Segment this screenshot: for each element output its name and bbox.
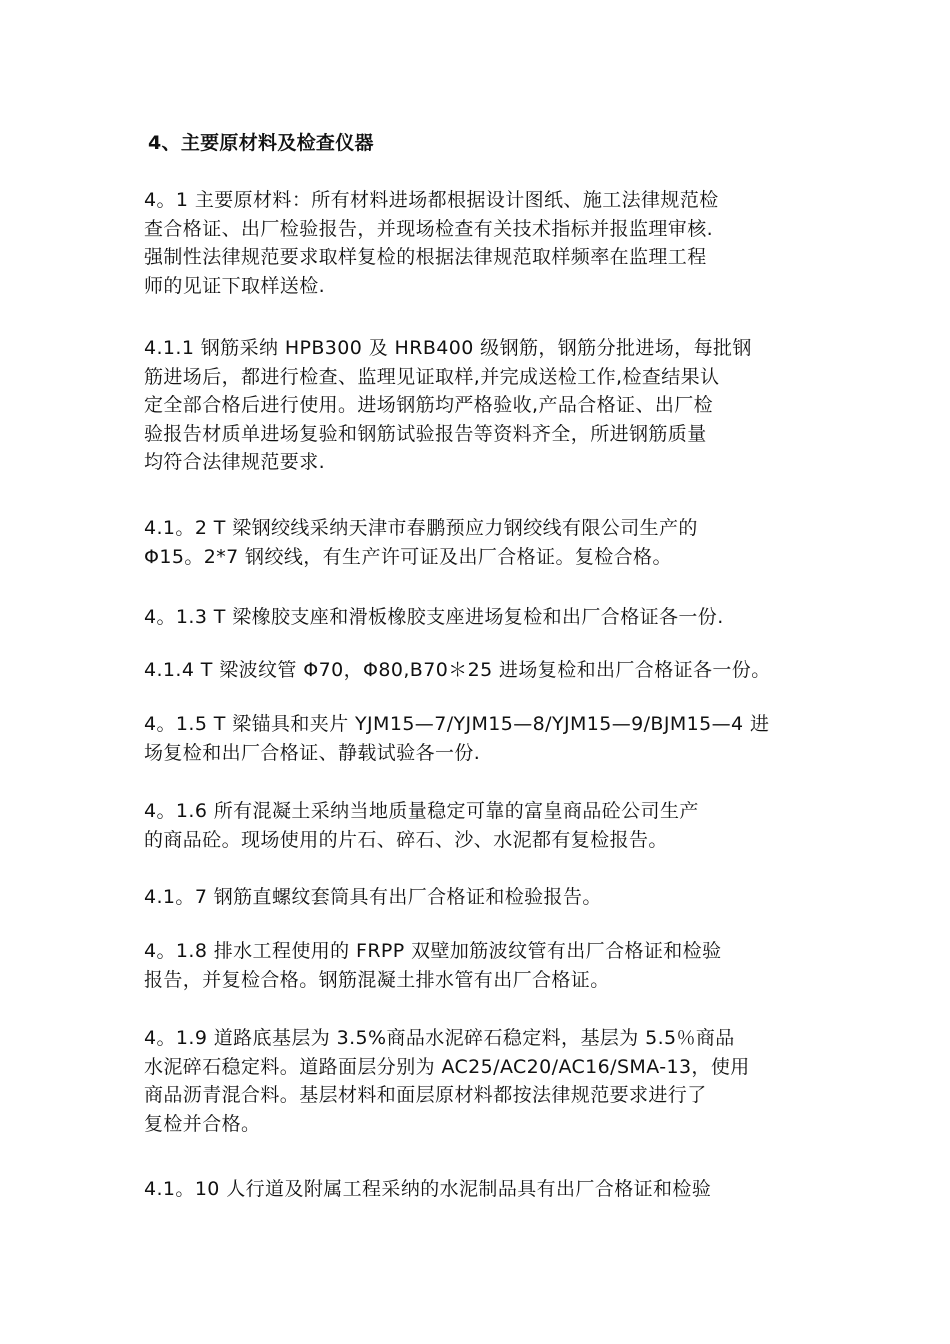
text-line: 4。1.5 T 梁锚具和夹片 YJM15—7/YJM15—8/YJM15—9/BJM15—4 进 xyxy=(144,713,770,735)
paragraph-4-1-2 xyxy=(144,514,810,571)
paragraph-4-1-4 xyxy=(144,656,810,685)
text-line: 筋进场后，都进行检查、监理见证取样,并完成送检工作,检查结果认 xyxy=(144,365,720,388)
paragraph-4-1-3 xyxy=(144,603,810,632)
text-line: 均符合法律规范要求. xyxy=(144,451,326,474)
text-line: 复检并合格。 xyxy=(144,1112,261,1135)
text-line: 4.1。10 人行道及附属工程采纳的水泥制品具有出厂合格证和检验 xyxy=(144,1178,712,1200)
text-line: 4.1.1 钢筋采纳 HPB300 及 HRB400 级钢筋，钢筋分批进场，每批钢 xyxy=(144,337,752,359)
text-line: 4。1.3 T 梁橡胶支座和滑板橡胶支座进场复检和出厂合格证各一份. xyxy=(144,606,724,628)
paragraph-4-1-1 xyxy=(144,334,810,477)
text-line: 4。1.8 排水工程使用的 FRPP 双壁加筋波纹管有出厂合格证和检验 xyxy=(144,940,722,962)
text-line: 强制性法律规范要求取样复检的根据法律规范取样频率在监理工程 xyxy=(144,246,707,269)
text-line: 查合格证、出厂检验报告，并现场检查有关技术指标并报监理审核. xyxy=(144,217,714,240)
text-line: 4.1。7 钢筋直螺纹套筒具有出厂合格证和检验报告。 xyxy=(144,886,602,908)
paragraph-4-1-10 xyxy=(144,1175,810,1204)
text-line: Φ15。2*7 钢绞线，有生产许可证及出厂合格证。复检合格。 xyxy=(144,545,672,568)
text-line: 4。1 主要原材料：所有材料进场都根据设计图纸、施工法律规范检 xyxy=(144,189,719,211)
paragraph-4-1 xyxy=(144,186,810,300)
text-line: 场复检和出厂合格证、静载试验各一份. xyxy=(144,741,481,764)
text-line: 水泥碎石稳定料。道路面层分别为 AC25/AC20/AC16/SMA-13，使用 xyxy=(144,1055,750,1078)
text-line: 4.1.4 T 梁波纹管 Φ70，Φ80,B70＊25 进场复检和出厂合格证各一份。 xyxy=(144,659,771,681)
text-line: 报告，并复检合格。钢筋混凝土排水管有出厂合格证。 xyxy=(144,968,610,991)
paragraph-4-1-9 xyxy=(144,1024,810,1138)
text-line: 验报告材质单进场复验和钢筋试验报告等资料齐全，所进钢筋质量 xyxy=(144,422,707,445)
paragraph-4-1-7 xyxy=(144,883,810,912)
text-line: 的商品砼。现场使用的片石、碎石、沙、水泥都有复检报告。 xyxy=(144,828,668,851)
text-line: 商品沥青混合料。基层材料和面层原材料都按法律规范要求进行了 xyxy=(144,1084,707,1107)
paragraph-4-1-5 xyxy=(144,710,810,767)
text-line: 4.1。2 T 梁钢绞线采纳天津市春鹏预应力钢绞线有限公司生产的 xyxy=(144,517,698,539)
text-line: 师的见证下取样送检. xyxy=(144,274,326,297)
text-line: 4。1.9 道路底基层为 3.5%商品水泥碎石稳定料，基层为 5.5％商品 xyxy=(144,1027,735,1049)
paragraph-4-1-6 xyxy=(144,797,810,854)
section-heading: 4、主要原材料及检查仪器 xyxy=(148,132,374,154)
text-line: 4。1.6 所有混凝土采纳当地质量稳定可靠的富皇商品砼公司生产 xyxy=(144,800,699,822)
text-line: 定全部合格后进行使用。进场钢筋均严格验收,产品合格证、出厂检 xyxy=(144,394,714,417)
paragraph-4-1-8 xyxy=(144,937,810,994)
